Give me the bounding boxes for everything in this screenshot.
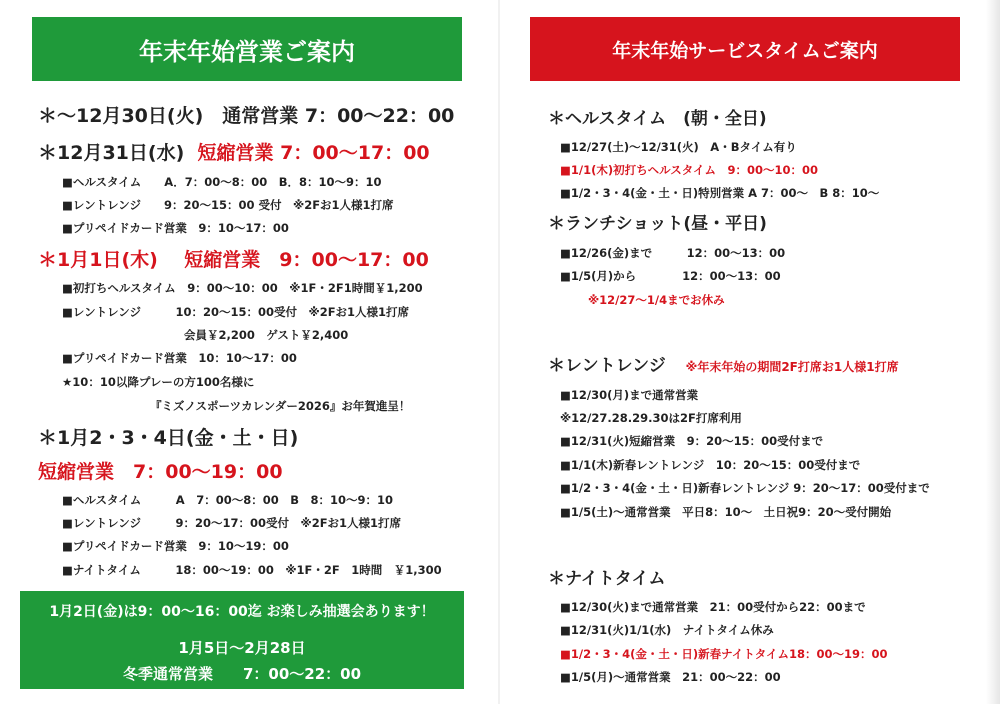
list-item: 会員￥2,200 ゲスト￥2,400 bbox=[184, 328, 349, 342]
list-item: ■プリペイドカード営業 9：10～19：00 bbox=[62, 539, 289, 553]
bottom-info-banner bbox=[20, 591, 464, 689]
rent-note: ※年末年始の期間2F打席お1人様1打席 bbox=[685, 360, 899, 374]
dec30-line: ＊～12月30日(火) 通常営業 7：00～22：00 bbox=[38, 105, 455, 127]
list-item: ■プリペイドカード営業 9：10～17：00 bbox=[62, 221, 289, 235]
list-item: ■ヘルスタイム A．7：00～8：00 B．8：10～9：10 bbox=[62, 175, 382, 189]
right-title-banner bbox=[530, 17, 960, 81]
page-edge-shadow bbox=[986, 0, 1000, 704]
list-item: ■12/30(月)まで通常営業 bbox=[560, 388, 699, 402]
list-item: ■ヘルスタイム A 7：00～8：00 B 8：10～9：10 bbox=[62, 493, 393, 507]
list-item: ■1/1(木)初打ちヘルスタイム 9：00～10：00 bbox=[560, 163, 819, 177]
list-item: 『ミズノスポーツカレンダー2026』お年賀進呈！ bbox=[150, 399, 411, 413]
jan1-heading: ＊1月1日(木) 短縮営業 9：00～17：00 bbox=[38, 249, 429, 271]
right-title: 年末年始サービスタイムご案内 bbox=[612, 39, 878, 62]
rent-heading: ＊レントレンジ ※年末年始の期間2F打席お1人様1打席 bbox=[548, 356, 899, 376]
list-item: ■レントレンジ 9：20～15：00 受付 ※2Fお1人様1打席 bbox=[62, 198, 394, 212]
list-item: ■プリペイドカード営業 10：10～17：00 bbox=[62, 351, 297, 365]
list-item: ★10：10以降プレーの方100名様に bbox=[62, 375, 255, 389]
jan234-heading: ＊1月2・3・4日(金・土・日) bbox=[38, 427, 299, 449]
lunch-note: ※12/27～1/4までお休み bbox=[588, 293, 725, 307]
lottery-notice: 1月2日(金)は9：00～16：00迄 お楽しみ抽選会あります！ bbox=[49, 604, 435, 620]
list-item: ■1/2・3・4(金・土・日)新春レントレンジ 9：20～17：00受付まで bbox=[560, 481, 930, 495]
list-item: ■ナイトタイム 18：00～19：00 ※1F・2F 1時間 ￥1,300 bbox=[62, 563, 442, 577]
lunch-heading: ＊ランチショット(昼・平日) bbox=[548, 214, 767, 234]
winter-hours: 冬季通常営業 7：00～22：00 bbox=[122, 665, 362, 683]
center-fold bbox=[498, 0, 500, 704]
list-item: ■レントレンジ 9：20～17：00受付 ※2Fお1人様1打席 bbox=[62, 516, 402, 530]
list-item: ■1/1(木)新春レントレンジ 10：20～15：00受付まで bbox=[560, 458, 861, 472]
list-item: ■12/26(金)まで 12：00～13：00 bbox=[560, 246, 786, 260]
list-item: ■12/27(土)～12/31(火) A・Bタイム有り bbox=[560, 140, 797, 154]
jan234-hours: 短縮営業 7：00～19：00 bbox=[38, 461, 283, 483]
list-item: ※12/27.28.29.30は2F打席利用 bbox=[560, 411, 742, 425]
left-title: 年末年始営業ご案内 bbox=[139, 37, 355, 66]
health-heading: ＊ヘルスタイム (朝・全日) bbox=[548, 109, 767, 129]
list-item: ■1/2・3・4(金・土・日)新春ナイトタイム18：00～19：00 bbox=[560, 647, 888, 661]
list-item: ■1/5(土)～通常営業 平日8：10～ 土日祝9：20～受付開始 bbox=[560, 505, 892, 519]
list-item: ■12/31(火)1/1(水) ナイトタイム休み bbox=[560, 623, 774, 637]
dec31-heading: ＊12月31日(水) 短縮営業 7：00～17：00 bbox=[38, 142, 430, 164]
jan1-hours: 短縮営業 9：00～17：00 bbox=[184, 249, 429, 271]
winter-period: 1月5日～2月28日 bbox=[178, 639, 306, 657]
left-title-banner bbox=[32, 17, 462, 81]
list-item: ■1/2・3・4(金・土・日)特別営業 A 7：00～ B 8：10～ bbox=[560, 186, 880, 200]
list-item: ■レントレンジ 10：20～15：00受付 ※2Fお1人様1打席 bbox=[62, 305, 410, 319]
list-item: ■1/5(月)～通常営業 21：00～22：00 bbox=[560, 670, 781, 684]
list-item: ■12/30(火)まで通常営業 21：00受付から22：00まで bbox=[560, 600, 866, 614]
list-item: ■1/5(月)から 12：00～13：00 bbox=[560, 269, 781, 283]
list-item: ■初打ちヘルスタイム 9：00～10：00 ※1F・2F1時間￥1,200 bbox=[62, 281, 423, 295]
dec31-hours: 短縮営業 7：00～17：00 bbox=[197, 142, 430, 164]
list-item: ■12/31(火)短縮営業 9：20～15：00受付まで bbox=[560, 434, 824, 448]
night-heading: ＊ナイトタイム bbox=[548, 569, 666, 589]
